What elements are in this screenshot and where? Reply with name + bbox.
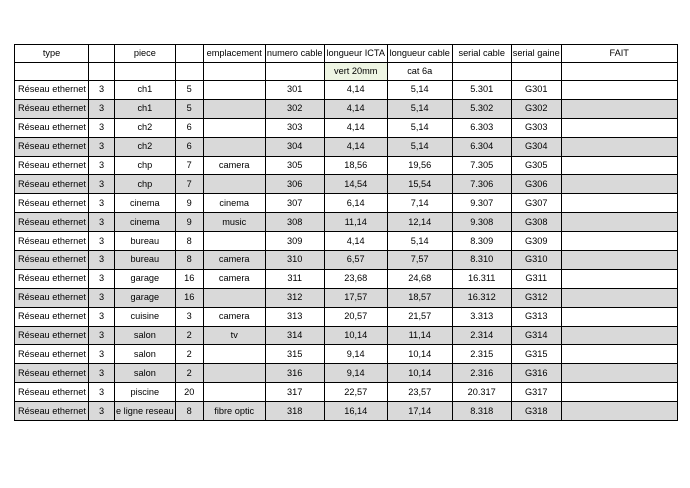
table-cell: 3 [89,156,115,175]
table-cell [203,81,265,100]
table-cell: 305 [265,156,324,175]
subheader-cell [561,63,677,81]
table-cell [561,402,677,421]
table-cell: 311 [265,269,324,288]
table-cell: 5.302 [452,99,511,118]
table-cell: 16,14 [324,402,387,421]
table-cell: 317 [265,383,324,402]
subheader-cell [15,63,89,81]
table-cell: ch2 [115,137,176,156]
table-cell: G304 [511,137,561,156]
table-cell: 308 [265,213,324,232]
table-row [15,307,678,326]
table-cell: 5 [175,99,203,118]
table-cell: 8.318 [452,402,511,421]
header-cell: piece [115,45,176,63]
table-cell: salon [115,364,176,383]
table-cell: 18,57 [387,288,452,307]
table-cell: 6.303 [452,118,511,137]
table-cell: 306 [265,175,324,194]
table-cell: 8.310 [452,251,511,270]
table-cell: G312 [511,288,561,307]
table-cell: Réseau ethernet [15,232,89,251]
table-row [15,326,678,345]
header-cell: serial cable [452,45,511,63]
subheader-cell [175,63,203,81]
table-row [15,118,678,137]
header-cell: type [15,45,89,63]
table-cell: 316 [265,364,324,383]
table-cell: 3 [89,345,115,364]
table-cell: 9,14 [324,345,387,364]
table-cell: 8 [175,251,203,270]
header-cell: longueur cable [387,45,452,63]
table-cell: 2.316 [452,364,511,383]
table-cell: cuisine [115,307,176,326]
table-cell: 3 [89,175,115,194]
table-cell [561,99,677,118]
table-cell: Réseau ethernet [15,364,89,383]
subheader-cell: cat 6a [387,63,452,81]
table-cell: 4,14 [324,137,387,156]
table-cell [203,137,265,156]
table-cell: 310 [265,251,324,270]
subheader-row [15,63,678,81]
table-cell: 5,14 [387,118,452,137]
table-row [15,99,678,118]
table-cell [561,269,677,288]
table-cell: 3 [89,364,115,383]
table-cell: 3 [89,232,115,251]
table-cell: G315 [511,345,561,364]
table-cell: 17,14 [387,402,452,421]
table-cell: 9.307 [452,194,511,213]
table-cell: G306 [511,175,561,194]
table-cell [561,383,677,402]
table-cell: 3 [89,402,115,421]
table-cell: 3 [89,326,115,345]
table-cell: 20 [175,383,203,402]
header-cell: emplacement [203,45,265,63]
table-cell: 6.304 [452,137,511,156]
table-cell: 11,14 [387,326,452,345]
table-cell: music [203,213,265,232]
table-cell: cinema [115,194,176,213]
table-cell: 3 [89,383,115,402]
table-cell: 4,14 [324,81,387,100]
table-cell: 5 [175,81,203,100]
table-cell: Réseau ethernet [15,402,89,421]
table-cell: Réseau ethernet [15,137,89,156]
table-row [15,402,678,421]
table-cell: 12,14 [387,213,452,232]
table-cell [561,345,677,364]
table-cell: 7 [175,175,203,194]
table-cell: Réseau ethernet [15,194,89,213]
table-cell: G303 [511,118,561,137]
table-cell [561,194,677,213]
table-cell: 16 [175,288,203,307]
table-cell [561,118,677,137]
table-cell [203,364,265,383]
table-cell [561,81,677,100]
table-cell: 23,68 [324,269,387,288]
table-cell [561,137,677,156]
table-cell [203,345,265,364]
table-cell: 2 [175,326,203,345]
table-cell: 3.313 [452,307,511,326]
header-cell: longueur ICTA [324,45,387,63]
header-row [15,45,678,63]
table-cell: bureau [115,232,176,251]
table-cell: Réseau ethernet [15,326,89,345]
table-cell: Réseau ethernet [15,156,89,175]
table-cell: 9 [175,213,203,232]
table-cell: G318 [511,402,561,421]
table-cell: 3 [89,81,115,100]
table-cell [203,383,265,402]
table-cell: 10,14 [387,364,452,383]
table-cell [561,251,677,270]
header-cell [175,45,203,63]
table-cell: tv [203,326,265,345]
table-cell: 6 [175,118,203,137]
table-cell: Réseau ethernet [15,175,89,194]
table-cell: Réseau ethernet [15,118,89,137]
table-cell: 6,57 [324,251,387,270]
table-cell: G314 [511,326,561,345]
table-cell: Réseau ethernet [15,345,89,364]
header-cell: numero cable [265,45,324,63]
table-cell [203,118,265,137]
table-cell: camera [203,269,265,288]
table-cell [203,288,265,307]
table-cell: 8 [175,402,203,421]
table-cell: 16.311 [452,269,511,288]
table-cell: chp [115,175,176,194]
table-cell: 2.314 [452,326,511,345]
table-cell: 10,14 [324,326,387,345]
table-cell: G305 [511,156,561,175]
table-cell: 20,57 [324,307,387,326]
cable-table [14,44,678,421]
table-cell: salon [115,345,176,364]
table-cell: 3 [89,194,115,213]
table-cell: 23,57 [387,383,452,402]
table-cell: G301 [511,81,561,100]
table-cell: bureau [115,251,176,270]
table-cell: cinema [115,213,176,232]
table-cell: 19,56 [387,156,452,175]
table-cell: 16.312 [452,288,511,307]
table-cell [203,175,265,194]
table-cell: 3 [89,118,115,137]
table-cell: camera [203,251,265,270]
table-cell: 313 [265,307,324,326]
table-cell: 8 [175,232,203,251]
table-cell: Réseau ethernet [15,81,89,100]
table-cell: 4,14 [324,232,387,251]
table-row [15,288,678,307]
table-cell: G313 [511,307,561,326]
table-cell: G316 [511,364,561,383]
table-cell: 7.305 [452,156,511,175]
table-row [15,345,678,364]
table-row [15,137,678,156]
table-cell: 9.308 [452,213,511,232]
table-cell: 20.317 [452,383,511,402]
table-cell: 9,14 [324,364,387,383]
header-cell [89,45,115,63]
table-cell: Réseau ethernet [15,213,89,232]
table-row [15,213,678,232]
table-cell: 3 [89,213,115,232]
table-cell [203,232,265,251]
table-cell: 22,57 [324,383,387,402]
table-cell: 2.315 [452,345,511,364]
table-row [15,156,678,175]
table-cell: 16 [175,269,203,288]
table-cell [561,288,677,307]
table-cell [561,326,677,345]
table-cell: 2 [175,345,203,364]
table-cell: 3 [175,307,203,326]
subheader-cell [452,63,511,81]
table-cell: piscine [115,383,176,402]
table-cell: 315 [265,345,324,364]
table-cell: 8.309 [452,232,511,251]
table-row [15,175,678,194]
table-cell: Réseau ethernet [15,288,89,307]
table-cell [561,175,677,194]
table-cell [561,307,677,326]
table-cell: G311 [511,269,561,288]
table-cell: 7 [175,156,203,175]
table-cell: Réseau ethernet [15,383,89,402]
table-cell: Réseau ethernet [15,99,89,118]
table-cell: 3 [89,99,115,118]
table-cell: 4,14 [324,99,387,118]
table-cell: e ligne reseau [115,402,176,421]
table-cell: 11,14 [324,213,387,232]
table-cell: 309 [265,232,324,251]
table-cell: camera [203,307,265,326]
table-cell: 14,54 [324,175,387,194]
table-cell: G317 [511,383,561,402]
table-cell: 21,57 [387,307,452,326]
table-row [15,81,678,100]
subheader-cell: vert 20mm [324,63,387,81]
table-cell: 5,14 [387,137,452,156]
table-cell: 5,14 [387,81,452,100]
table-cell: ch2 [115,118,176,137]
header-cell: serial gaine [511,45,561,63]
table-cell: 304 [265,137,324,156]
table-cell: 303 [265,118,324,137]
table-cell: G308 [511,213,561,232]
table-cell: 17,57 [324,288,387,307]
table-cell: 5,14 [387,99,452,118]
table-cell: G310 [511,251,561,270]
subheader-cell [115,63,176,81]
table-row [15,383,678,402]
table-cell: 2 [175,364,203,383]
table-cell: salon [115,326,176,345]
table-cell: 7,57 [387,251,452,270]
subheader-cell [265,63,324,81]
table-cell: cinema [203,194,265,213]
table-cell: 6,14 [324,194,387,213]
table-cell: G307 [511,194,561,213]
header-cell: FAIT [561,45,677,63]
table-cell: Réseau ethernet [15,251,89,270]
table-cell: 7.306 [452,175,511,194]
table-cell: chp [115,156,176,175]
table-cell: 18,56 [324,156,387,175]
table-cell: 15,54 [387,175,452,194]
table-cell: fibre optic [203,402,265,421]
table-cell: 10,14 [387,345,452,364]
table-cell: 7,14 [387,194,452,213]
table-cell: ch1 [115,99,176,118]
table-cell: 3 [89,269,115,288]
table-cell [561,156,677,175]
table-cell: ch1 [115,81,176,100]
table-cell: G309 [511,232,561,251]
table-cell: 9 [175,194,203,213]
table-cell: 24,68 [387,269,452,288]
table-cell: 3 [89,137,115,156]
table-cell: 318 [265,402,324,421]
table-cell: garage [115,288,176,307]
subheader-cell [511,63,561,81]
table-cell: G302 [511,99,561,118]
table-row [15,194,678,213]
table-row [15,251,678,270]
table-cell: 3 [89,251,115,270]
table-cell: 301 [265,81,324,100]
table-cell: 312 [265,288,324,307]
table-cell: garage [115,269,176,288]
table-cell: 3 [89,288,115,307]
table-cell [561,213,677,232]
table-row [15,364,678,383]
table-cell: 3 [89,307,115,326]
table-cell: camera [203,156,265,175]
table-cell: 314 [265,326,324,345]
table-cell: Réseau ethernet [15,307,89,326]
table-cell: 4,14 [324,118,387,137]
table-row [15,269,678,288]
table-cell: Réseau ethernet [15,269,89,288]
table-cell: 5,14 [387,232,452,251]
table-cell [561,364,677,383]
subheader-cell [89,63,115,81]
table-cell [561,232,677,251]
subheader-cell [203,63,265,81]
table-row [15,232,678,251]
table-cell: 302 [265,99,324,118]
table-cell: 6 [175,137,203,156]
table-cell: 5.301 [452,81,511,100]
table-cell [203,99,265,118]
table-cell: 307 [265,194,324,213]
